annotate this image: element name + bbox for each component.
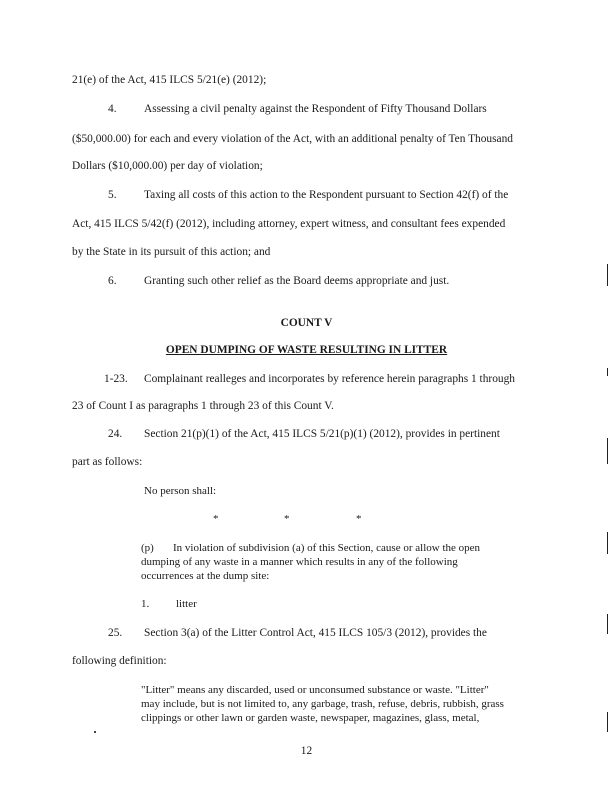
scan-mark [607, 614, 608, 634]
text-line: by the State in its pursuit of this action; and [72, 246, 271, 258]
paragraph-number: 25. [108, 627, 123, 639]
paragraph-number: 24. [108, 428, 123, 440]
scan-mark [607, 532, 608, 554]
ellipsis-star: * [213, 513, 219, 525]
quote-line: litter [176, 598, 197, 610]
scan-mark [607, 438, 608, 464]
quote-line: In violation of subdivision (a) of this Section, cause or allow the open [173, 542, 481, 554]
quote-label: (p) [141, 542, 154, 554]
paragraph-number: 4. [108, 103, 117, 115]
quote-label: 1. [141, 598, 150, 610]
text-line: Taxing all costs of this action to the Respondent pursuant to Section 42(f) of the [144, 189, 509, 201]
scan-speck [94, 731, 96, 733]
text-line: Complainant realleges and incorporates by reference herein paragraphs 1 through [144, 373, 515, 385]
text-line: Granting such other relief as the Board deems appropriate and just. [144, 275, 450, 287]
paragraph-number: 6. [108, 275, 117, 287]
quote-line: No person shall: [144, 485, 217, 497]
text-line: Dollars ($10,000.00) per day of violation; [72, 160, 263, 172]
quote-line: clippings or other lawn or garden waste, newspaper, magazines, glass, metal, [141, 712, 480, 724]
text-line: Section 21(p)(1) of the Act, 415 ILCS 5/21(p)(1) (2012), provides in pertinent [144, 428, 500, 440]
scan-mark [607, 264, 608, 286]
paragraph-number: 1-23. [104, 373, 128, 385]
quote-line: dumping of any waste in a manner which results in any of the following [141, 556, 458, 568]
quote-line: may include, but is not limited to, any garbage, trash, refuse, debris, rubbish, grass [141, 698, 504, 710]
page-number: 12 [300, 745, 313, 757]
text-line: 21(e) of the Act, 415 ILCS 5/21(e) (2012); [72, 74, 267, 86]
text-line: Section 3(a) of the Litter Control Act, 415 ILCS 105/3 (2012), provides the [144, 627, 487, 639]
scan-mark [607, 368, 608, 376]
section-heading: COUNT V [280, 317, 333, 329]
text-line: part as follows: [72, 456, 143, 468]
text-line: Assessing a civil penalty against the Respondent of Fifty Thousand Dollars [144, 103, 487, 115]
scan-mark [607, 712, 608, 732]
text-line: ($50,000.00) for each and every violation of the Act, with an additional penalty of Ten Thousand [72, 133, 514, 145]
paragraph-number: 5. [108, 189, 117, 201]
text-line: Act, 415 ILCS 5/42(f) (2012), including attorney, expert witness, and consultant fees expended [72, 218, 506, 230]
ellipsis-star: * [356, 513, 362, 525]
section-subheading: OPEN DUMPING OF WASTE RESULTING IN LITTER [165, 344, 448, 356]
quote-line: occurrences at the dump site: [141, 570, 270, 582]
text-line: following definition: [72, 655, 167, 667]
quote-line: "Litter" means any discarded, used or unconsumed substance or waste. "Litter" [141, 684, 489, 696]
text-line: 23 of Count I as paragraphs 1 through 23 of this Count V. [72, 400, 334, 412]
ellipsis-star: * [284, 513, 290, 525]
